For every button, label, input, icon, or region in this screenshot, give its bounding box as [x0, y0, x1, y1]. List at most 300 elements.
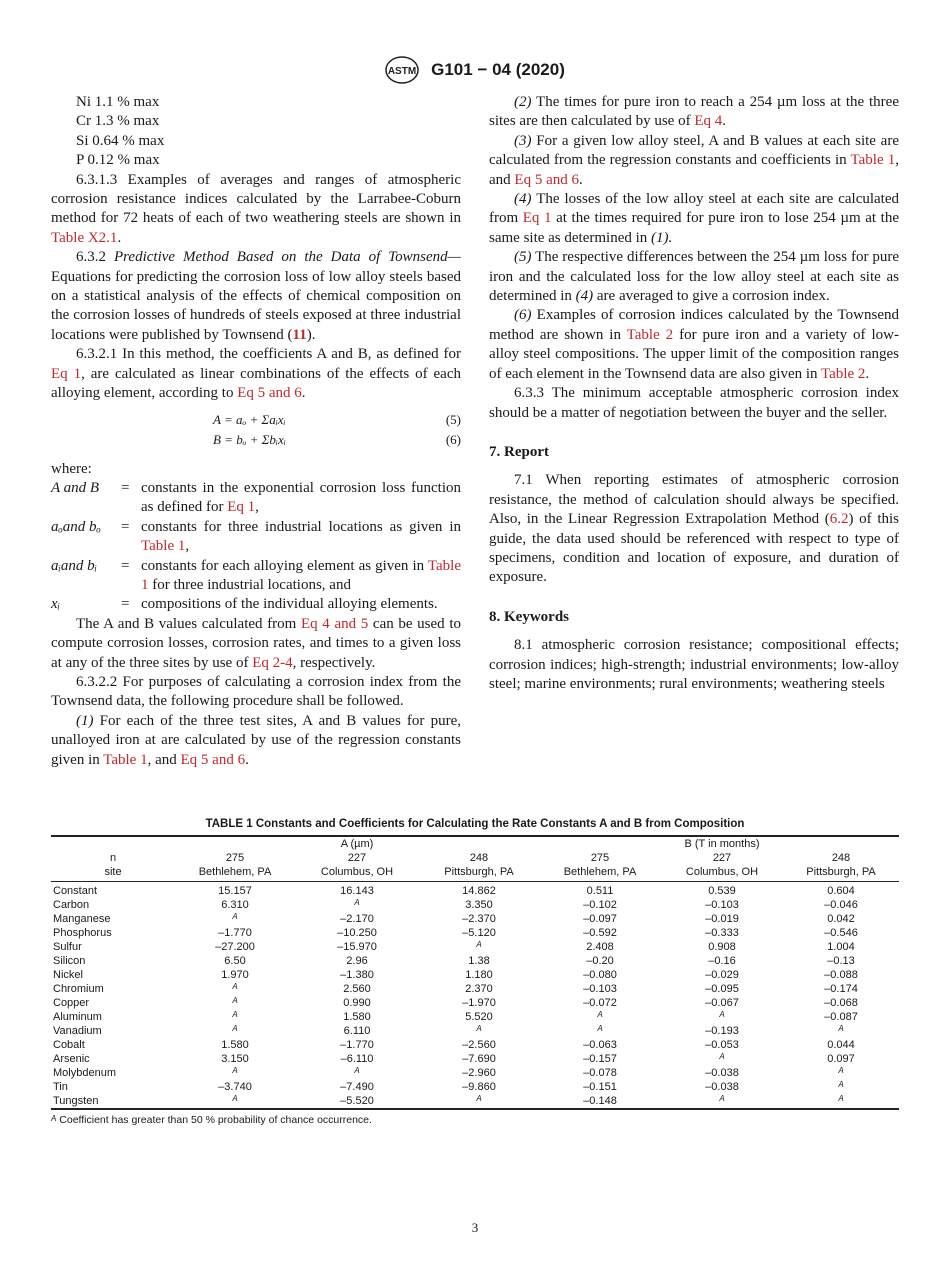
site-header: Bethlehem, PA	[175, 865, 295, 882]
text-run: Examples of corrosion indices calculated by the Townsend method are shown in	[489, 307, 899, 343]
footnote-mark: A	[476, 940, 482, 949]
cell-value: –2.560	[462, 1039, 496, 1051]
section-8-heading: 8. Keywords	[489, 608, 569, 625]
table-cell	[539, 1052, 661, 1066]
cell-value: –0.16	[708, 955, 736, 967]
table-cell	[175, 898, 295, 912]
text-run: (6)	[514, 307, 532, 324]
text-run: 6.3.3 The minimum acceptable atmospheric corrosion index should be a matter of negotiation between the buyer and the seller.	[489, 385, 899, 421]
table-cell	[419, 968, 539, 982]
table-cell	[295, 1052, 419, 1066]
table-cell	[539, 954, 661, 968]
equation-number: (6)	[445, 431, 461, 447]
text-run: Equations for predicting the corrosion loss of low alloy steels based on a statistical analysis of the effects of chemical composition on the corrosion losses of hundreds of steels exposed at three industrial locations were published by Townsend (	[51, 268, 461, 343]
text-run: 6.3.2.2 For purposes of calculating a corrosion index from the Townsend data, the following procedure shall be followed.	[51, 673, 461, 710]
table-cell	[295, 1094, 419, 1109]
text-run: The losses of the low alloy steel at each site are calculated from	[489, 191, 899, 227]
cell-value: –0.046	[824, 899, 858, 911]
definition-text	[141, 557, 461, 596]
footnote-mark: A	[838, 1066, 844, 1075]
cell-value: 2.370	[465, 983, 493, 995]
table-cell	[661, 1010, 783, 1024]
table-cell	[419, 912, 539, 926]
cross-reference-link[interactable]: Eq 1	[227, 499, 256, 516]
table-cell	[175, 954, 295, 968]
cross-reference-link[interactable]: Eq 2-4	[252, 654, 293, 671]
cell-value: 1.970	[221, 969, 249, 981]
table-row	[51, 1024, 899, 1038]
cell-value: –1.380	[340, 969, 374, 981]
cross-reference-link[interactable]: Eq 5 and 6	[180, 751, 246, 768]
table-row	[51, 912, 899, 926]
cell-value: 14.862	[462, 885, 496, 897]
cell-value: 0.604	[827, 885, 855, 897]
text-run: 6.3.2.1 In this method, the coefficients A and B, as defined for	[76, 346, 461, 363]
table-cell	[661, 954, 783, 968]
table-cell	[295, 940, 419, 954]
text-run: , and	[147, 751, 181, 768]
text-run: (4)	[575, 288, 594, 305]
svg-text:ASTM: ASTM	[387, 66, 417, 77]
table-row	[51, 1094, 899, 1109]
table-cell	[295, 996, 419, 1010]
element-label: Tungsten	[53, 1095, 99, 1107]
n-value: 248	[831, 852, 851, 864]
page-number: 3	[471, 1220, 479, 1235]
cell-value: –10.250	[337, 927, 377, 939]
text-run: compositions of the individual alloying elements.	[141, 596, 438, 613]
cross-reference-link[interactable]: Table 1	[850, 152, 896, 169]
cell-value: 3.350	[465, 899, 493, 911]
cell-value: 1.580	[343, 1011, 371, 1023]
table-cell	[175, 1024, 295, 1038]
cross-reference-link[interactable]: Table 2	[821, 365, 866, 382]
n-value: 227	[347, 852, 367, 864]
where-label: where:	[51, 460, 92, 477]
cell-value: –0.151	[583, 1081, 617, 1093]
table-cell	[661, 982, 783, 996]
table-cell	[295, 982, 419, 996]
para-ab-values	[51, 615, 461, 673]
element-label: Arsenic	[53, 1053, 90, 1065]
table-cell	[783, 1066, 899, 1080]
cell-value: –0.080	[583, 969, 617, 981]
cell-value: 0.097	[827, 1053, 855, 1065]
definition-symbol: A and B	[51, 479, 100, 496]
text-run: .	[722, 113, 727, 130]
table-cell	[175, 982, 295, 996]
table-cell	[175, 1066, 295, 1080]
table-cell	[783, 912, 899, 926]
table-cell	[783, 1010, 899, 1024]
table-cell	[295, 1066, 419, 1080]
cell-value: –0.157	[583, 1053, 617, 1065]
table-cell	[295, 1038, 419, 1052]
table-cell	[175, 1010, 295, 1024]
cell-value: –0.333	[705, 927, 739, 939]
footnote-mark: A	[232, 982, 238, 991]
table-cell	[661, 1080, 783, 1094]
astm-logo-icon	[385, 56, 419, 84]
table-cell	[783, 1094, 899, 1109]
table-cell	[419, 1052, 539, 1066]
element-label: Manganese	[53, 913, 111, 925]
table-cell	[783, 1080, 899, 1094]
table-cell	[419, 940, 539, 954]
table-cell	[295, 912, 419, 926]
table-cell	[175, 996, 295, 1010]
definition-item	[51, 479, 461, 518]
table-row	[51, 940, 899, 954]
cell-value: 0.044	[827, 1039, 855, 1051]
table-cell	[539, 968, 661, 982]
cross-reference-link[interactable]: 11	[292, 326, 307, 343]
text-run: (1)	[76, 712, 94, 729]
n-value: 248	[469, 852, 489, 864]
table-cell	[175, 1094, 295, 1109]
table-cell	[175, 912, 295, 926]
group-header-a: A (µm)	[340, 838, 374, 850]
cross-reference-link[interactable]: Table 2	[626, 326, 674, 343]
cell-value: –0.038	[705, 1081, 739, 1093]
table-cell	[539, 940, 661, 954]
footnote-mark: A	[719, 1094, 725, 1103]
cell-value: –2.370	[462, 913, 496, 925]
table-row	[51, 898, 899, 912]
table-row	[51, 1038, 899, 1052]
element-label: Carbon	[53, 899, 90, 911]
table-cell	[783, 940, 899, 954]
footnote-mark: A	[51, 1114, 57, 1123]
para-6-3-2	[51, 248, 461, 345]
cell-value: –7.490	[340, 1081, 374, 1093]
text-run: .	[301, 385, 306, 402]
cross-reference-link[interactable]: Table X2.1	[51, 229, 118, 246]
footnote-mark: A	[232, 1094, 238, 1103]
footnote-mark: A	[838, 1094, 844, 1103]
table-cell	[539, 912, 661, 926]
element-label: Sulfur	[53, 941, 82, 953]
table-cell	[175, 1052, 295, 1066]
limit-si: Si 0.64 % max	[76, 132, 165, 149]
table-cell	[295, 968, 419, 982]
table-cell	[539, 996, 661, 1010]
equals-sign: =	[121, 596, 130, 613]
table-cell	[175, 968, 295, 982]
table-row	[51, 1080, 899, 1094]
cell-value: –0.029	[705, 969, 739, 981]
table-cell	[783, 926, 899, 940]
cell-value: –0.038	[705, 1067, 739, 1079]
cell-value: –5.120	[462, 927, 496, 939]
table-row	[51, 1066, 899, 1080]
text-run: 6.3.1.3 Examples of averages and ranges of atmospheric corrosion resistance indices calculated by the Larrabee-Coburn method for 72 heats of each of two weathering steels are shown in	[51, 171, 461, 227]
n-value: 275	[590, 852, 610, 864]
cell-value: –1.770	[218, 927, 252, 939]
site-header: Columbus, OH	[295, 865, 419, 882]
cell-value: 16.143	[340, 885, 374, 897]
definition-item	[51, 557, 461, 596]
table-cell	[783, 968, 899, 982]
element-label: Copper	[53, 997, 90, 1009]
table-1	[51, 818, 899, 1126]
cell-value: –0.13	[827, 955, 855, 967]
step-4	[489, 190, 899, 248]
cell-value: 0.908	[708, 941, 736, 953]
text-run: For each of the three test sites, A and B values for pure, unalloyed iron at are calculated by use of the regression constants given in	[51, 712, 461, 768]
table-cell	[783, 996, 899, 1010]
table-cell	[539, 1038, 661, 1052]
text-run: 6.3.2	[76, 249, 114, 266]
limit-cr: Cr 1.3 % max	[76, 113, 160, 130]
element-label: Cobalt	[53, 1039, 85, 1051]
definition-symbol: xᵢ	[51, 596, 61, 613]
cell-value: –0.072	[583, 997, 617, 1009]
table-cell	[175, 940, 295, 954]
element-label: Phosphorus	[53, 927, 112, 939]
cell-value: 0.539	[708, 885, 736, 897]
footnote-mark: A	[476, 1024, 482, 1033]
table-cell	[539, 1010, 661, 1024]
text-run: .	[865, 365, 870, 382]
cell-value: –6.110	[340, 1053, 374, 1065]
text-run: for pure iron and a variety of low-alloy steel compositions. The upper limit of the composition ranges of each element in the Townsend data are also given in	[489, 326, 899, 382]
site-header: Columbus, OH	[661, 865, 783, 882]
footnote-mark: A	[719, 1052, 725, 1061]
definition-text	[141, 479, 461, 518]
table-row	[51, 954, 899, 968]
table-row	[51, 968, 899, 982]
table-cell	[539, 926, 661, 940]
text-run: (3)	[514, 132, 532, 149]
table-cell	[295, 898, 419, 912]
n-label: n	[109, 852, 117, 864]
table-cell	[539, 1094, 661, 1109]
cell-value: 6.50	[224, 955, 246, 967]
text-run: constants for each alloying element as given in	[141, 557, 428, 574]
cell-value: –5.520	[340, 1095, 374, 1107]
definition-text	[141, 518, 461, 557]
text-run: .	[245, 751, 249, 768]
site-header: Bethlehem, PA	[539, 865, 661, 882]
cell-value: –0.078	[583, 1067, 617, 1079]
text-run: for three industrial locations, and	[148, 576, 351, 593]
text-run: (1).	[651, 229, 673, 246]
element-label: Silicon	[53, 955, 86, 967]
cell-value: 6.310	[221, 899, 249, 911]
table-cell	[539, 882, 661, 899]
element-label: Nickel	[53, 969, 83, 981]
table-cell	[783, 898, 899, 912]
cross-reference-link[interactable]: Eq 5 and 6	[237, 385, 302, 402]
cross-reference-link[interactable]: Table 1	[141, 557, 461, 593]
text-run: 8.1 atmospheric corrosion resistance; compositional effects; corrosion indices; high-strength; industrial environments; low-alloy steel; marine environments; rural environments; weathering steels	[489, 637, 899, 692]
definitions-list	[51, 479, 461, 615]
cell-value: –2.960	[462, 1067, 496, 1079]
text-run: .	[117, 229, 122, 246]
table-cell	[539, 898, 661, 912]
table-cell	[783, 954, 899, 968]
text-run: , are calculated as linear combinations of the effects of each alloying element, according to	[51, 365, 461, 402]
group-header-b: B (T in months)	[684, 838, 760, 850]
cell-value: –3.740	[218, 1081, 252, 1093]
equation-formula: B = bₒ + Σbᵢxᵢ	[213, 431, 286, 447]
cross-reference-link[interactable]: Eq 1	[51, 365, 82, 382]
table-cell	[175, 1080, 295, 1094]
n-value: 227	[712, 852, 732, 864]
text-run: ,	[185, 538, 190, 555]
table-cell	[661, 1024, 783, 1038]
text-run: .	[579, 171, 583, 188]
table-cell	[419, 882, 539, 899]
cell-value: –0.088	[824, 969, 858, 981]
table-cell	[539, 1080, 661, 1094]
standard-designation: G101 − 04 (2020)	[431, 60, 565, 79]
cell-value: 15.157	[218, 885, 252, 897]
cell-value: –0.546	[824, 927, 858, 939]
cell-value: –0.103	[583, 983, 617, 995]
text-run: (4)	[514, 191, 532, 208]
cross-reference-link[interactable]: Table 1	[103, 751, 148, 768]
cross-reference-link[interactable]: Eq 4 and 5	[300, 615, 369, 632]
table-cell	[661, 940, 783, 954]
cell-value: –1.770	[340, 1039, 374, 1051]
cell-value: –0.174	[824, 983, 858, 995]
text-run: The respective differences between the 254 µm loss for pure iron and the calculated loss for the low alloy steel at each site as determined in	[489, 249, 899, 305]
footnote-mark: A	[232, 1010, 238, 1019]
text-run: are averaged to give a corrosion index.	[593, 288, 830, 305]
table-cell	[661, 898, 783, 912]
table-row	[51, 996, 899, 1010]
cell-value: 1.004	[827, 941, 855, 953]
text-run: ) of this guide, the data used should be referenced with respect to type of specimens, condition and location of exposure, and duration of exposure.	[489, 511, 899, 586]
table-footnote	[51, 1114, 899, 1126]
equals-sign: =	[121, 479, 130, 496]
cell-value: –0.067	[705, 997, 739, 1009]
cross-reference-link[interactable]: Eq 4	[694, 113, 723, 130]
cell-value: 1.580	[221, 1039, 249, 1051]
cell-value: 0.990	[343, 997, 371, 1009]
table-cell	[295, 1010, 419, 1024]
footnote-mark: A	[597, 1024, 603, 1033]
footnote-mark: A	[597, 1010, 603, 1019]
definition-text	[141, 595, 461, 614]
definition-item	[51, 595, 461, 614]
table-cell	[783, 982, 899, 996]
composition-limits	[51, 93, 461, 171]
para-6-3-3	[489, 384, 899, 423]
table-cell	[295, 954, 419, 968]
table-cell	[419, 1066, 539, 1080]
table-row	[51, 882, 899, 899]
cell-value: –0.103	[705, 899, 739, 911]
footnote-mark: A	[232, 1024, 238, 1033]
footnote-mark: A	[719, 1010, 725, 1019]
left-column	[51, 93, 461, 770]
text-run: constants for three industrial locations as given in	[141, 518, 461, 535]
para-7-1	[489, 471, 899, 587]
cell-value: 0.511	[586, 885, 614, 897]
table-cell	[419, 982, 539, 996]
equals-sign: =	[121, 518, 130, 535]
table-cell	[783, 1024, 899, 1038]
text-run: , and	[489, 152, 899, 188]
cell-value: 6.110	[343, 1025, 371, 1037]
table-cell	[419, 1094, 539, 1109]
table-cell	[295, 882, 419, 899]
table-cell	[661, 1038, 783, 1052]
cell-value: –0.097	[583, 913, 617, 925]
text-run: (5)	[514, 249, 532, 266]
cell-value: –0.019	[705, 913, 739, 925]
cross-reference-link[interactable]: Table 1	[141, 538, 186, 555]
para-8-1	[489, 636, 899, 694]
cell-value: –15.970	[337, 941, 377, 953]
para-6-3-2-2	[51, 673, 461, 712]
cell-value: 1.38	[468, 955, 490, 967]
table-title: TABLE 1 Constants and Coefficients for Calculating the Rate Constants A and B from Composition	[205, 818, 745, 830]
step-1	[51, 712, 461, 770]
table-cell	[539, 1066, 661, 1080]
cell-value: –0.068	[824, 997, 858, 1009]
table-cell	[175, 882, 295, 899]
table-cell	[419, 1080, 539, 1094]
cell-value: 2.408	[586, 941, 614, 953]
footnote-mark: A	[232, 1066, 238, 1075]
cross-reference-link[interactable]: Eq 1	[522, 210, 552, 227]
table-row	[51, 982, 899, 996]
cell-value: –0.193	[705, 1025, 739, 1037]
cell-value: –9.860	[462, 1081, 496, 1093]
table-cell	[539, 982, 661, 996]
equals-sign: =	[121, 557, 130, 574]
cell-value: 5.520	[465, 1011, 493, 1023]
table-cell	[661, 1052, 783, 1066]
element-label: Constant	[53, 885, 98, 897]
step-3	[489, 132, 899, 190]
table-row	[51, 1052, 899, 1066]
definition-symbol: aₒand bₒ	[51, 518, 101, 535]
table-cell	[419, 1010, 539, 1024]
definition-item	[51, 518, 461, 557]
cell-value: –1.970	[462, 997, 496, 1009]
equation-5	[51, 410, 461, 430]
cell-value: –27.200	[215, 941, 255, 953]
cross-reference-link[interactable]: 6.2	[829, 511, 849, 528]
cell-value: 2.560	[343, 983, 371, 995]
footnote-mark: A	[838, 1024, 844, 1033]
step-5	[489, 248, 899, 306]
cross-reference-link[interactable]: Eq 5 and 6	[514, 171, 579, 188]
equation-formula: A = aₒ + Σaᵢxᵢ	[213, 411, 286, 427]
text-run: can be used to compute corrosion losses, corrosion rates, and times to a given loss at any of the three sites by use of	[51, 615, 461, 671]
coefficients-table	[51, 835, 899, 1110]
cell-value: –0.063	[583, 1039, 617, 1051]
element-label: Molybdenum	[53, 1067, 116, 1079]
element-label: Vanadium	[53, 1025, 102, 1037]
limit-ni: Ni 1.1 % max	[76, 94, 160, 110]
footnote-mark: A	[354, 1066, 360, 1075]
equation-number: (5)	[445, 411, 461, 427]
element-label: Tin	[53, 1081, 68, 1093]
text-run: Predictive Method Based on the Data of Townsend—	[113, 249, 462, 266]
table-row	[51, 926, 899, 940]
text-run: constants in the exponential corrosion loss function as defined for	[141, 479, 461, 516]
n-value: 275	[225, 852, 245, 864]
table-cell	[295, 926, 419, 940]
element-label: Aluminum	[53, 1011, 102, 1023]
section-7-heading: 7. Report	[489, 443, 549, 460]
